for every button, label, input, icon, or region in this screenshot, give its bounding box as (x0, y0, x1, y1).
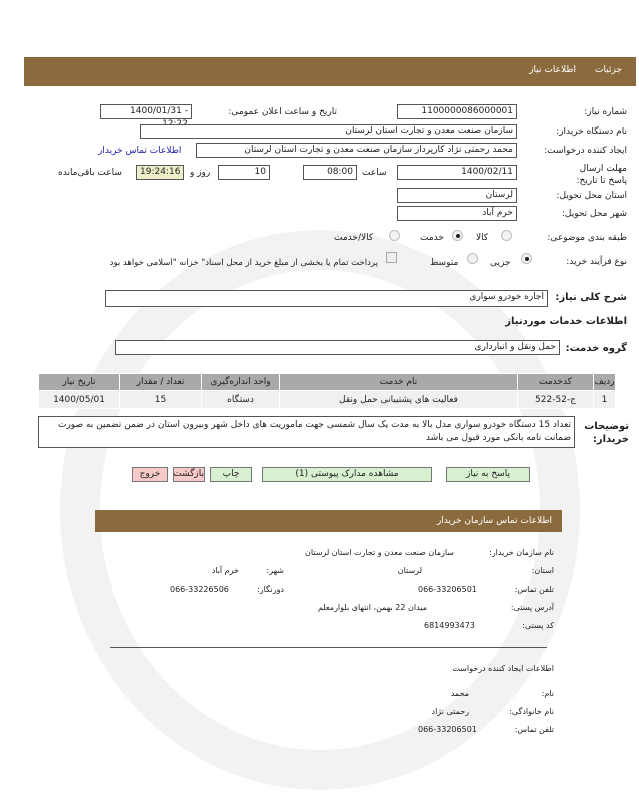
category-goods-radio[interactable] (501, 230, 512, 241)
fax-label: دورنگار: (257, 585, 284, 594)
city-label: شهر محل تحویل: (561, 209, 627, 219)
creator-label: ایجاد کننده درخواست: (544, 146, 627, 156)
need-number-field: 1100000086000001 (397, 104, 517, 119)
tab-need-info[interactable]: اطلاعات نیاز (529, 65, 576, 75)
header-bar (24, 57, 636, 86)
notes-label: توضیحات خریدار: (584, 421, 629, 445)
fax-value: 066-33226506 (170, 585, 229, 594)
notes-field: تعداد 15 دستگاه خودرو سواری مدل بالا به مدت یک سال شمسی جهت ماموریت های داخل شهر وبیرون استان در ضمن تضمین به صورت ضمانت نامه بانکی مورد قبول می باشد (38, 416, 575, 448)
category-both-label: کالا/خدمت (334, 233, 374, 243)
cell-name: فعالیت های پشتیبانی حمل ونقل (280, 391, 518, 409)
address-value: میدان 22 بهمن، انتهای بلوارمعلم (317, 603, 427, 612)
process-medium-label: متوسط (430, 258, 459, 268)
table-row (39, 391, 616, 409)
contact-header (95, 510, 562, 532)
divider (110, 647, 547, 648)
process-label: نوع فرآیند خرید: (566, 257, 627, 267)
group-label: گروه خدمت: (565, 343, 627, 354)
family-value: رحمتی نژاد (431, 707, 469, 716)
print-button[interactable]: چاپ (210, 467, 252, 482)
process-medium-radio[interactable] (467, 253, 478, 264)
col-row: ردیف (594, 374, 616, 391)
city-c-label: شهر: (266, 566, 284, 575)
cphone-label: تلفن تماس: (514, 725, 554, 734)
category-label: طبقه بندی موضوعی: (547, 233, 627, 243)
deadline-time-field: 08:00 (303, 165, 357, 180)
category-service-radio[interactable] (452, 230, 463, 241)
province-label: استان محل تحویل: (556, 191, 627, 201)
buyer-org-label: نام دستگاه خریدار: (556, 127, 627, 137)
city-field: خرم آباد (397, 206, 517, 221)
postal-label: کد پستی: (522, 621, 554, 630)
org-value: سازمان صنعت معدن و تجارت استان لرستان (304, 548, 454, 557)
need-number-label: شماره نیاز: (584, 107, 627, 117)
cphone-value: 066-33206501 (418, 725, 477, 734)
org-label: نام سازمان خریدار: (489, 548, 554, 557)
category-both-radio[interactable] (389, 230, 400, 241)
cell-code: ج-52-522 (518, 391, 594, 409)
days-field: 10 (218, 165, 270, 180)
remaining-label: ساعت باقی‌مانده (58, 168, 122, 178)
category-goods-label: کالا (476, 233, 489, 243)
summary-field: اجاره خودرو سواری (105, 290, 548, 307)
buyer-contact-link[interactable]: اطلاعات تماس خریدار (98, 146, 182, 156)
payment-note: پرداخت تمام یا بخشی از مبلغ خرید از محل اسناد" خزانه "اسلامی خواهد بود (109, 258, 378, 268)
col-code: کدخدمت (518, 374, 594, 391)
phone-label: تلفن تماس: (514, 585, 554, 594)
process-small-radio[interactable] (521, 253, 532, 264)
family-label: نام خانوادگی: (509, 707, 554, 716)
process-small-label: جزیی (490, 258, 511, 268)
province-c-value: لرستان (397, 566, 422, 575)
col-qty: تعداد / مقدار (120, 374, 202, 391)
services-table (38, 373, 616, 409)
days-label: روز و (190, 168, 211, 178)
reply-button[interactable]: پاسخ به نیاز (446, 467, 530, 482)
province-field: لرستان (397, 188, 517, 203)
address-label: آدرس پستی: (510, 603, 554, 612)
exit-button[interactable]: خروج (132, 467, 168, 482)
cell-date: 1400/05/01 (39, 391, 120, 409)
services-title: اطلاعات خدمات موردنیاز (505, 316, 627, 327)
announce-field: 1400/01/31 - (100, 104, 192, 119)
col-unit: واحد اندازه‌گیری (202, 374, 280, 391)
phone-value: 066-33206501 (418, 585, 477, 594)
summary-label: شرح کلی نیاز: (555, 292, 627, 303)
group-field: حمل ونقل و انبارداری (115, 340, 560, 355)
deadline-date-field: 1400/02/11 (397, 165, 517, 180)
time-label: ساعت (362, 168, 387, 178)
creator-title: اطلاعات ایجاد کننده درخواست (452, 664, 554, 673)
category-service-label: خدمت (420, 233, 444, 243)
cell-qty: 15 (120, 391, 202, 409)
tab-details[interactable]: جزئیات (595, 65, 622, 75)
col-name: نام خدمت (280, 374, 518, 391)
buyer-org-field: سازمان صنعت معدن و تجارت استان لرستان (140, 124, 517, 139)
back-button[interactable]: بازگشت (173, 467, 205, 482)
name-value: محمد (450, 689, 469, 698)
postal-value: 6814993473 (424, 621, 475, 630)
attachments-button[interactable]: مشاهده مدارک پیوستی (1) (262, 467, 432, 482)
deadline-label: مهلت ارسال پاسخ تا تاریخ: (576, 164, 627, 186)
col-date: تاریخ نیاز (39, 374, 120, 391)
payment-checkbox[interactable] (386, 252, 397, 263)
province-c-label: استان: (531, 566, 554, 575)
contact-title: اطلاعات تماس سازمان خریدار (436, 516, 552, 526)
name-label: نام: (541, 689, 554, 698)
cell-row: 1 (594, 391, 616, 409)
cell-unit: دستگاه (202, 391, 280, 409)
creator-field: محمد رحمتی نژاد کارپرداز سازمان صنعت معدن و تجارت استان لرستان (196, 143, 517, 158)
announce-label: تاریخ و ساعت اعلان عمومی: (228, 107, 337, 117)
remaining-time-field: 19:24:16 (136, 165, 184, 180)
city-c-value: خرم آباد (211, 566, 239, 575)
